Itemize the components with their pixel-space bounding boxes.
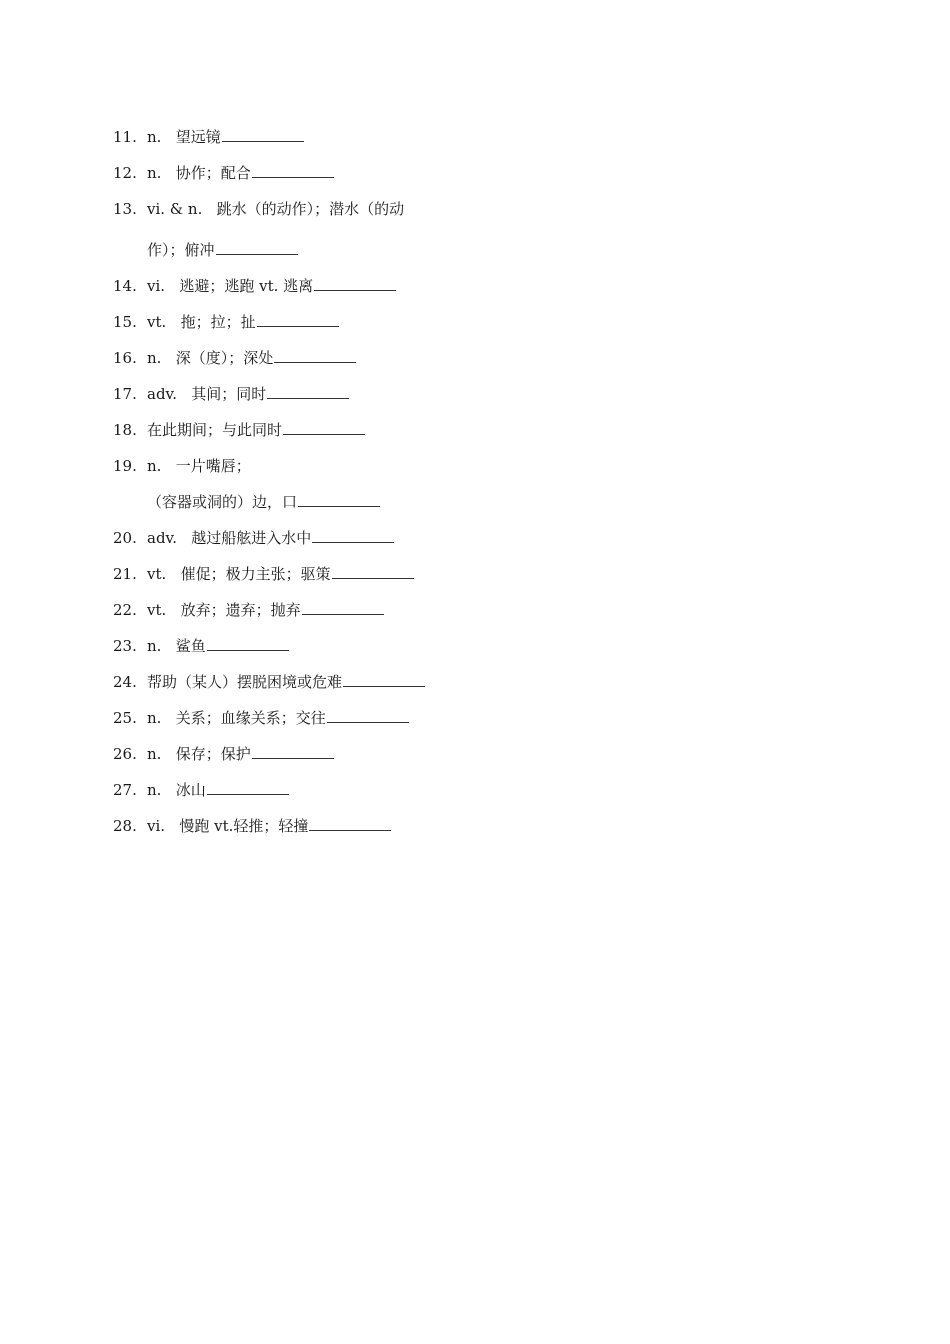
list-item xyxy=(113,126,304,148)
list-item xyxy=(113,162,334,184)
answer-blank[interactable] xyxy=(252,162,334,178)
item-definition: adv. 越过船舷进入水中 xyxy=(147,529,312,547)
item-definition: vt. 放弃；遗弃；抛弃 xyxy=(147,601,301,619)
answer-blank[interactable] xyxy=(252,743,334,759)
list-item xyxy=(113,455,251,477)
answer-blank[interactable] xyxy=(312,527,394,543)
item-number: 23. xyxy=(113,637,137,655)
item-number: 16. xyxy=(113,349,137,367)
list-item xyxy=(113,707,409,729)
answer-blank[interactable] xyxy=(343,671,425,687)
item-number: 13. xyxy=(113,200,137,218)
answer-blank[interactable] xyxy=(314,275,396,291)
answer-blank[interactable] xyxy=(327,707,409,723)
answer-blank[interactable] xyxy=(222,126,304,142)
list-item xyxy=(113,743,334,765)
item-number: 24. xyxy=(113,673,137,691)
item-definition: n. 望远镜 xyxy=(147,128,221,146)
list-item-continuation xyxy=(147,239,298,261)
list-item xyxy=(113,671,425,693)
item-definition: n. 协作；配合 xyxy=(147,164,251,182)
item-definition: vi. 慢跑 vt.轻推；轻撞 xyxy=(147,817,309,835)
answer-blank[interactable] xyxy=(207,779,289,795)
list-item xyxy=(113,563,414,585)
item-number: 19. xyxy=(113,457,137,475)
item-definition: vi. 逃避；逃跑 vt. 逃离 xyxy=(147,277,314,295)
item-definition-continued: （容器或洞的）边，口 xyxy=(147,493,298,511)
item-definition: n. 深（度）；深处 xyxy=(147,349,274,367)
answer-blank[interactable] xyxy=(216,239,298,255)
item-number: 12. xyxy=(113,164,137,182)
item-number: 17. xyxy=(113,385,137,403)
list-item xyxy=(113,275,396,297)
answer-blank[interactable] xyxy=(283,419,365,435)
item-definition-continued: 作）；俯冲 xyxy=(147,241,215,259)
list-item xyxy=(113,635,289,657)
item-number: 28. xyxy=(113,817,137,835)
item-definition: n. 冰山 xyxy=(147,781,206,799)
answer-blank[interactable] xyxy=(332,563,414,579)
item-definition: n. 鲨鱼 xyxy=(147,637,206,655)
list-item xyxy=(113,599,384,621)
answer-blank[interactable] xyxy=(267,383,349,399)
item-number: 22. xyxy=(113,601,137,619)
item-number: 20. xyxy=(113,529,137,547)
item-definition: n. 关系；血缘关系；交往 xyxy=(147,709,326,727)
item-number: 27. xyxy=(113,781,137,799)
item-number: 26. xyxy=(113,745,137,763)
item-number: 18. xyxy=(113,421,137,439)
answer-blank[interactable] xyxy=(298,491,380,507)
list-item xyxy=(113,815,391,837)
answer-blank[interactable] xyxy=(309,815,391,831)
list-item xyxy=(113,198,404,220)
list-item xyxy=(113,779,289,801)
list-item xyxy=(113,419,365,441)
item-number: 21. xyxy=(113,565,137,583)
list-item xyxy=(113,311,339,333)
item-definition: vt. 催促；极力主张；驱策 xyxy=(147,565,331,583)
item-definition: vt. 拖；拉；扯 xyxy=(147,313,256,331)
item-definition: 帮助（某人）摆脱困境或危难 xyxy=(147,673,343,691)
answer-blank[interactable] xyxy=(302,599,384,615)
item-definition: 在此期间；与此同时 xyxy=(147,421,283,439)
answer-blank[interactable] xyxy=(257,311,339,327)
item-number: 11. xyxy=(113,128,137,146)
answer-blank[interactable] xyxy=(207,635,289,651)
answer-blank[interactable] xyxy=(274,347,356,363)
list-item xyxy=(113,527,394,549)
item-number: 14. xyxy=(113,277,137,295)
item-definition: n. 一片嘴唇； xyxy=(147,457,251,475)
item-number: 15. xyxy=(113,313,137,331)
item-definition: vi. & n. 跳水（的动作）；潜水（的动 xyxy=(147,200,405,218)
item-definition: n. 保存；保护 xyxy=(147,745,251,763)
item-definition: adv. 其间；同时 xyxy=(147,385,267,403)
list-item xyxy=(113,347,356,369)
item-number: 25. xyxy=(113,709,137,727)
list-item xyxy=(113,383,349,405)
list-item-continuation xyxy=(147,491,380,513)
